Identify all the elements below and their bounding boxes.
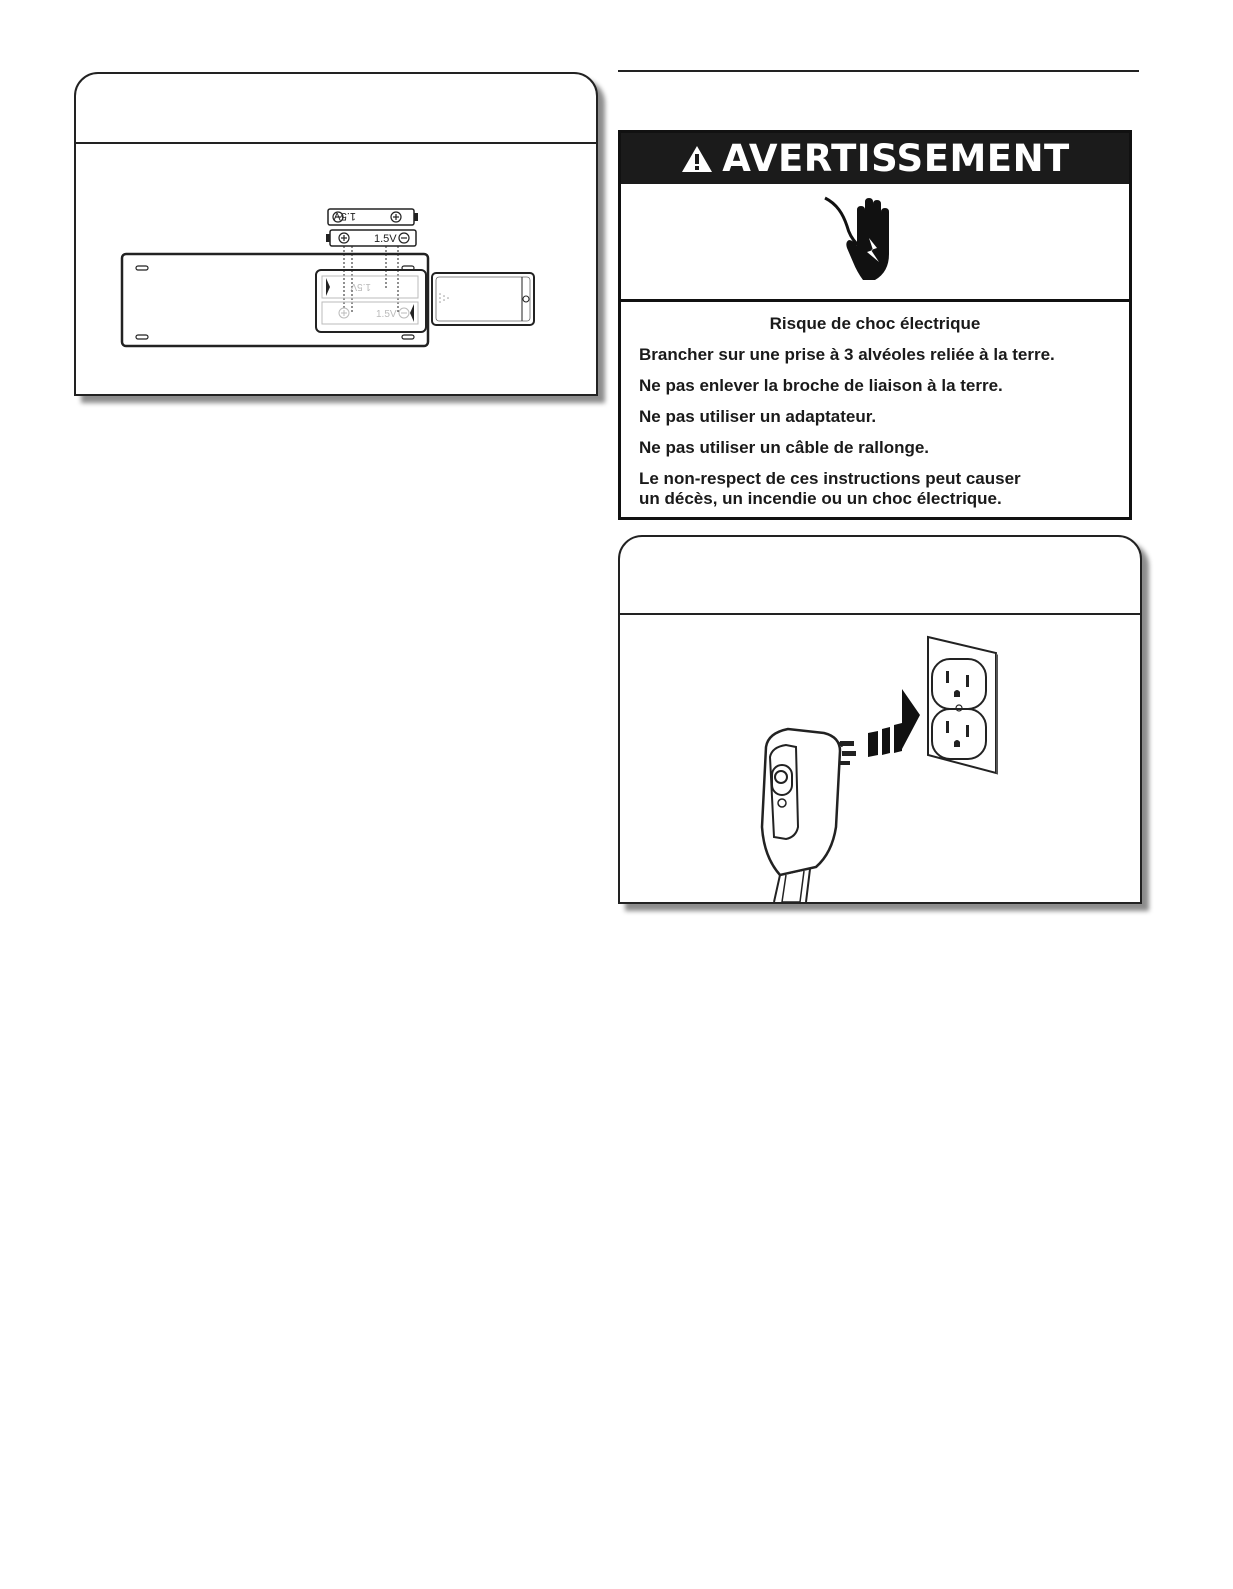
battery-installation-illustration — [76, 74, 596, 394]
plug-into-outlet-illustration — [620, 537, 1140, 902]
battery-cover — [432, 273, 534, 325]
battery-top-label: 1.5V — [333, 210, 356, 222]
electrical-shock-hand-icon — [817, 192, 897, 292]
battery-top — [328, 209, 418, 225]
warning-triangle-icon — [680, 144, 714, 174]
compartment-label-1: 1.5V — [350, 281, 371, 292]
warning-title: Risque de choc électrique — [769, 314, 981, 333]
warning-text — [621, 302, 1129, 509]
warning-line: Ne pas enlever la broche de liaison à la terre. — [639, 376, 1003, 395]
battery-bottom — [326, 230, 416, 246]
compartment-label-2: 1.5V — [376, 309, 397, 320]
alignment-guides — [344, 246, 398, 314]
warning-line: Ne pas utiliser un câble de rallonge. — [639, 438, 930, 457]
grounded-plug-icon — [762, 729, 856, 902]
warning-box — [618, 130, 1132, 520]
warning-heading: AVERTISSEMENT — [722, 137, 1070, 180]
section-rule — [618, 70, 1139, 72]
battery-bottom-label: 1.5V — [374, 233, 397, 245]
plug-instruction-panel — [618, 535, 1142, 904]
arrow-right-icon — [868, 689, 920, 757]
warning-header — [621, 133, 1129, 184]
wall-outlet-icon — [928, 637, 998, 775]
battery-instruction-panel — [74, 72, 598, 396]
warning-consequence-2: un décès, un incendie ou un choc électrique. — [639, 489, 1002, 508]
warning-consequence-1: Le non-respect de ces instructions peut causer — [639, 469, 1021, 488]
warning-icon-area — [621, 184, 1129, 302]
battery-compartment — [316, 270, 426, 332]
warning-line: Brancher sur une prise à 3 alvéoles reliée à la terre. — [639, 345, 1055, 364]
warning-line: Ne pas utiliser un adaptateur. — [639, 407, 877, 426]
